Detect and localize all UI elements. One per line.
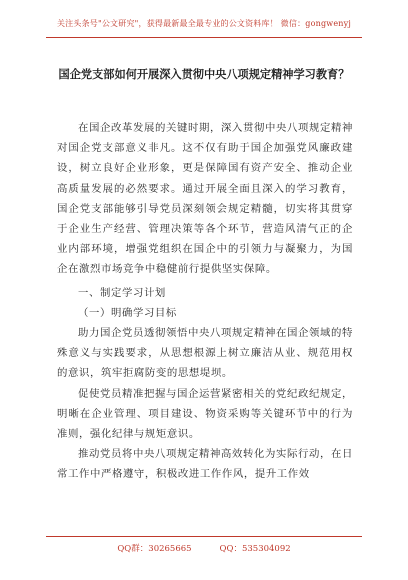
page-header: 关注头条号"公文研究"，获得最新最全最专业的公文资料库！ 微信：gongwenyj bbox=[56, 19, 352, 28]
document-title: 国企党支部如何开展深入贯彻中央八项规定精神学习教育？ bbox=[58, 67, 350, 81]
page-footer bbox=[0, 542, 408, 554]
body-paragraph-2: 促使党员精准把握与国企运营紧密相关的党纪政纪规定，明晰在企业管理、项目建设、物资采购等关键环节中的行为准则，强化纪律与规矩意识。 bbox=[57, 387, 353, 441]
subsection-heading: （一）明确学习目标 bbox=[78, 306, 177, 319]
body-paragraph-1: 助力国企党员透彻领悟中央八项规定精神在国企领域的特殊意义与实践要求，从思想根源上树立廉洁从业、规范用权的意识，筑牢拒腐防变的思想堤坝。 bbox=[57, 327, 353, 380]
document-body bbox=[57, 118, 353, 485]
header-divider bbox=[46, 37, 362, 38]
footer-qq: QQ：535304092 bbox=[219, 544, 291, 554]
footer-divider bbox=[46, 536, 362, 537]
body-paragraph-3: 推动党员将中央八项规定精神高效转化为实际行动，在日常工作中严格遵守，积极改进工作作风，提升工作效 bbox=[57, 448, 353, 481]
intro-paragraph: 在国企改革发展的关键时期，深入贯彻中央八项规定精神对国企党支部意义非凡。这不仅有助于国企加强党风廉政建设，树立良好企业形象，更是保障国有资产安全、推动企业高质量发展的必然要求。通过开展全面且深入的学习教育，国企党支部能够引导党员深刻领会规定精髓，切实将其贯穿于企业生产经营、管理决策等各个环节，营造风清气正的企业内部环境，增强党组织在国企中的引领力与凝聚力，为国企在激烈市场竞争中稳健前行提供坚实保障。 bbox=[57, 122, 353, 276]
footer-qq-group: QQ群：30265665 bbox=[117, 544, 192, 554]
section-heading: 一、制定学习计划 bbox=[78, 286, 166, 299]
